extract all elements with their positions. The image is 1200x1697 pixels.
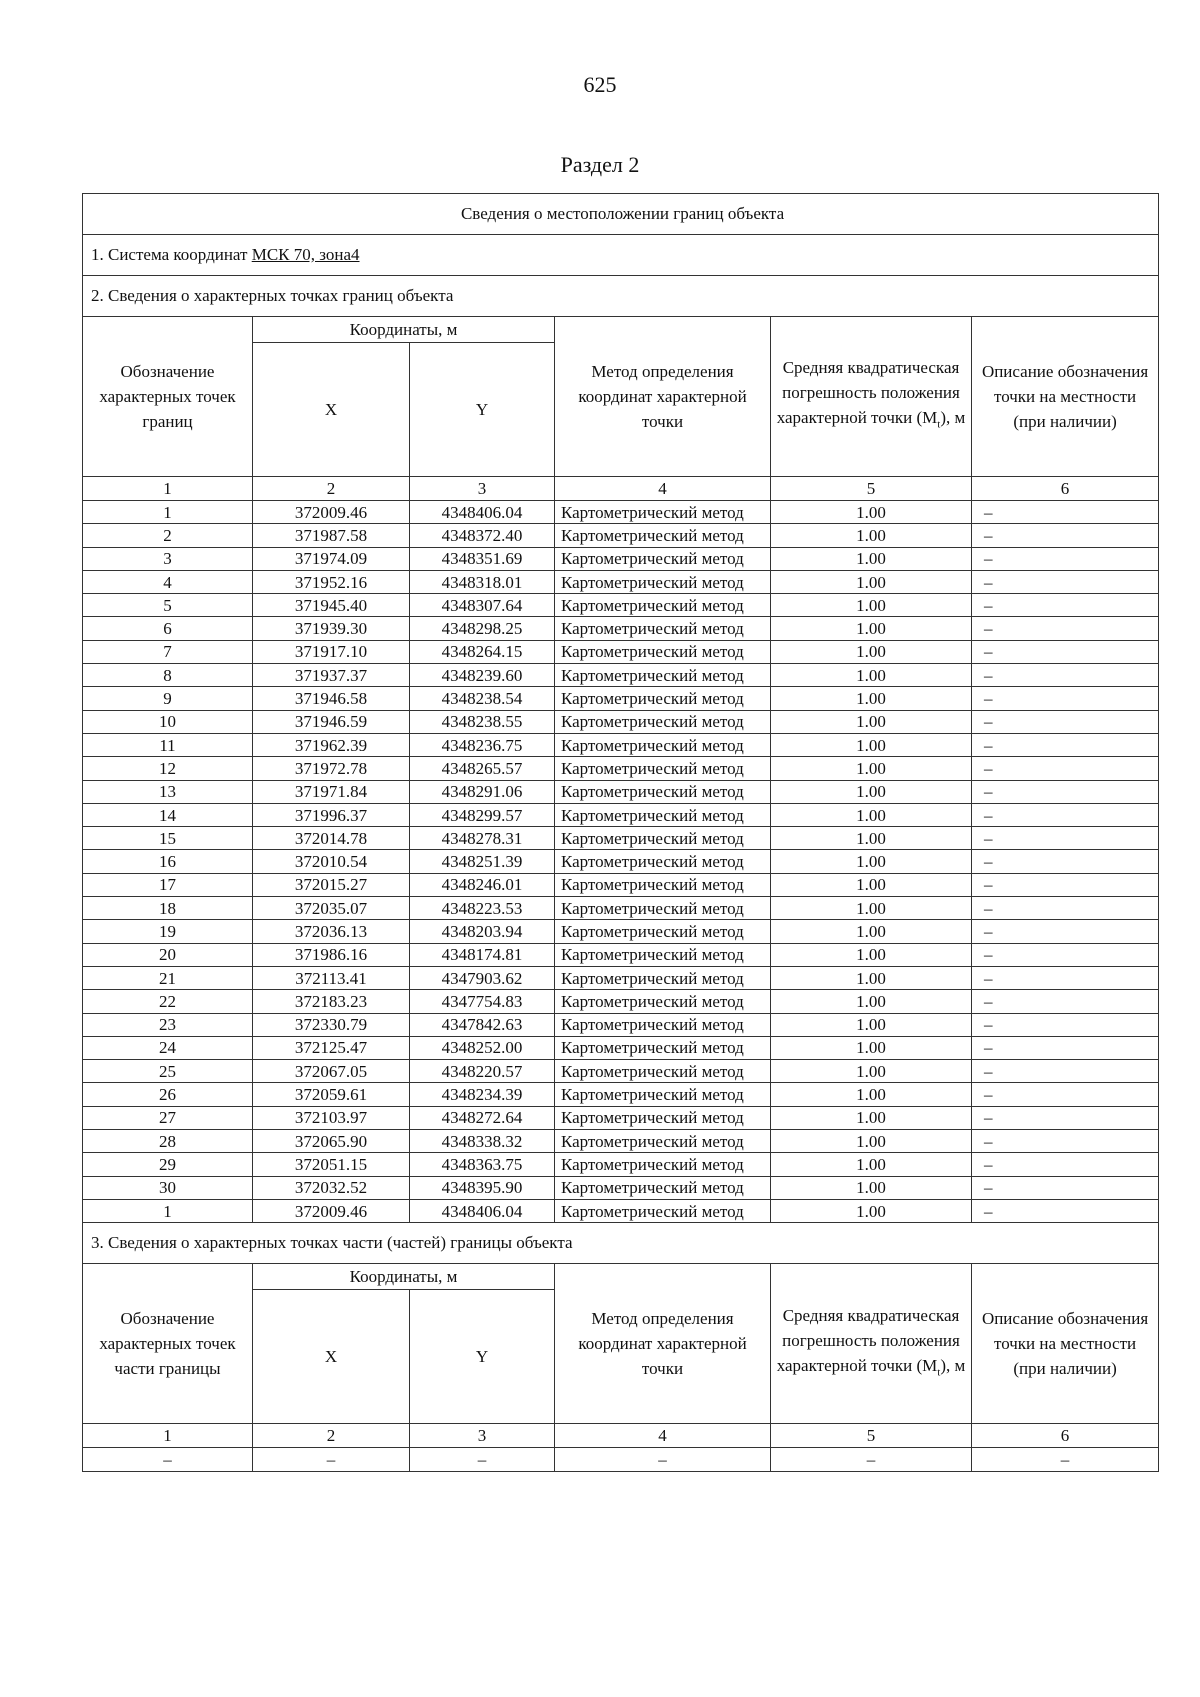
- page-number: 625: [583, 72, 617, 97]
- error-value: 1.00: [771, 1036, 972, 1059]
- coord-x: 371974.09: [253, 547, 410, 570]
- point-id: 19: [83, 920, 253, 943]
- coord-y: 4348395.90: [410, 1176, 555, 1199]
- method: Картометрический метод: [555, 1060, 771, 1083]
- point-id: 17: [83, 873, 253, 896]
- error-value: 1.00: [771, 664, 972, 687]
- table-row: [83, 1130, 1159, 1153]
- coord-y: 4348318.01: [410, 570, 555, 593]
- method: Картометрический метод: [555, 594, 771, 617]
- coord-x: 371986.16: [253, 943, 410, 966]
- point-id: 30: [83, 1176, 253, 1199]
- method: Картометрический метод: [555, 640, 771, 663]
- description: –: [972, 873, 1159, 896]
- method: Картометрический метод: [555, 547, 771, 570]
- table-row: [83, 640, 1159, 663]
- header3-error: Средняя квадратическая погрешность положения характерной точки $(M_t)$, м: [771, 1264, 972, 1424]
- table-row: [83, 547, 1159, 570]
- coord-y: 4348291.06: [410, 780, 555, 803]
- point-id: 29: [83, 1153, 253, 1176]
- method: Картометрический метод: [555, 1106, 771, 1129]
- coord-x: 371972.78: [253, 757, 410, 780]
- description: –: [972, 1153, 1159, 1176]
- section-title: Раздел 2: [560, 152, 640, 177]
- table-row: [83, 1448, 1159, 1471]
- column-number: 6: [972, 477, 1159, 501]
- header-coordinates: Координаты, м: [253, 317, 555, 343]
- table-row: [83, 501, 1159, 524]
- table-row: [83, 1199, 1159, 1222]
- method: Картометрический метод: [555, 850, 771, 873]
- method: Картометрический метод: [555, 687, 771, 710]
- description: –: [972, 1130, 1159, 1153]
- point-id: 10: [83, 710, 253, 733]
- description: –: [972, 1199, 1159, 1222]
- column-number: 3: [410, 477, 555, 501]
- point-id: 1: [83, 1199, 253, 1222]
- table-row: [83, 1176, 1159, 1199]
- error-value: 1.00: [771, 780, 972, 803]
- coord-y: 4348351.69: [410, 547, 555, 570]
- table-row: [83, 1153, 1159, 1176]
- method: Картометрический метод: [555, 1130, 771, 1153]
- coord-y: 4348298.25: [410, 617, 555, 640]
- description: –: [972, 664, 1159, 687]
- description: –: [972, 780, 1159, 803]
- description: –: [972, 966, 1159, 989]
- point-id: –: [83, 1448, 253, 1471]
- error-value: 1.00: [771, 803, 972, 826]
- coord-y: 4348236.75: [410, 733, 555, 756]
- coord-x: 372103.97: [253, 1106, 410, 1129]
- method: Картометрический метод: [555, 897, 771, 920]
- method: Картометрический метод: [555, 1013, 771, 1036]
- point-id: 18: [83, 897, 253, 920]
- table-row: [83, 897, 1159, 920]
- point-id: 25: [83, 1060, 253, 1083]
- table-row: [83, 1013, 1159, 1036]
- table-row: [83, 780, 1159, 803]
- coord-x: 371952.16: [253, 570, 410, 593]
- description: –: [972, 803, 1159, 826]
- error-value: 1.00: [771, 570, 972, 593]
- boundary-table: [82, 193, 1159, 1472]
- point-id: 13: [83, 780, 253, 803]
- point-id: 7: [83, 640, 253, 663]
- coord-x: 371946.58: [253, 687, 410, 710]
- coord-y: 4348246.01: [410, 873, 555, 896]
- point-id: 22: [83, 990, 253, 1013]
- method: Картометрический метод: [555, 827, 771, 850]
- table-row: [83, 710, 1159, 733]
- point-id: 11: [83, 733, 253, 756]
- method: Картометрический метод: [555, 1199, 771, 1222]
- header-x: X: [253, 343, 410, 477]
- coord-x: 372059.61: [253, 1083, 410, 1106]
- coord-x: 372009.46: [253, 1199, 410, 1222]
- method: Картометрический метод: [555, 990, 771, 1013]
- point-id: 16: [83, 850, 253, 873]
- method: Картометрический метод: [555, 710, 771, 733]
- description: –: [972, 1013, 1159, 1036]
- error-value: 1.00: [771, 640, 972, 663]
- coord-y: 4348265.57: [410, 757, 555, 780]
- coord-y: 4348251.39: [410, 850, 555, 873]
- description: –: [972, 827, 1159, 850]
- method: Картометрический метод: [555, 873, 771, 896]
- point-id: 26: [83, 1083, 253, 1106]
- description: –: [972, 920, 1159, 943]
- coord-system-row: [83, 235, 1159, 276]
- header3-point-designation: Обозначение характерных точек части границы: [83, 1264, 253, 1424]
- method: Картометрический метод: [555, 1153, 771, 1176]
- error-value: 1.00: [771, 594, 972, 617]
- column-number: 2: [253, 477, 410, 501]
- point-id: 1: [83, 501, 253, 524]
- error-value: 1.00: [771, 920, 972, 943]
- method: Картометрический метод: [555, 920, 771, 943]
- coord-x: 372009.46: [253, 501, 410, 524]
- description: –: [972, 1036, 1159, 1059]
- table-title: Сведения о местоположении границ объекта: [83, 194, 1159, 235]
- coord-x: 372067.05: [253, 1060, 410, 1083]
- description: –: [972, 943, 1159, 966]
- column-number: 4: [555, 1424, 771, 1448]
- coord-x: 372015.27: [253, 873, 410, 896]
- coord-y: 4347842.63: [410, 1013, 555, 1036]
- method: Картометрический метод: [555, 966, 771, 989]
- column-number: 1: [83, 1424, 253, 1448]
- method: Картометрический метод: [555, 733, 771, 756]
- coord-y: 4348372.40: [410, 524, 555, 547]
- point-id: 28: [83, 1130, 253, 1153]
- coord-y: 4348272.64: [410, 1106, 555, 1129]
- error-value: 1.00: [771, 1013, 972, 1036]
- coord-x: 372330.79: [253, 1013, 410, 1036]
- table-row: [83, 943, 1159, 966]
- table-row: [83, 733, 1159, 756]
- description: –: [972, 1106, 1159, 1129]
- coord-y: 4348234.39: [410, 1083, 555, 1106]
- description: –: [972, 547, 1159, 570]
- column-number: 5: [771, 1424, 972, 1448]
- description: –: [972, 1083, 1159, 1106]
- error-value: –: [771, 1448, 972, 1471]
- table-row: [83, 570, 1159, 593]
- description: –: [972, 990, 1159, 1013]
- error-value: 1.00: [771, 501, 972, 524]
- coord-x: 371945.40: [253, 594, 410, 617]
- header-y: Y: [410, 343, 555, 477]
- table-row: [83, 757, 1159, 780]
- point-id: 2: [83, 524, 253, 547]
- coord-x: 371917.10: [253, 640, 410, 663]
- coord-x: 372010.54: [253, 850, 410, 873]
- coord-y: 4348307.64: [410, 594, 555, 617]
- table-row: [83, 920, 1159, 943]
- coord-x: 372183.23: [253, 990, 410, 1013]
- coord-y: 4348220.57: [410, 1060, 555, 1083]
- coord-y: 4348299.57: [410, 803, 555, 826]
- description: –: [972, 757, 1159, 780]
- table-row: [83, 990, 1159, 1013]
- part2-title: 2. Сведения о характерных точках границ объекта: [83, 276, 1159, 317]
- error-value: 1.00: [771, 1106, 972, 1129]
- error-value: 1.00: [771, 897, 972, 920]
- method: Картометрический метод: [555, 524, 771, 547]
- description: –: [972, 897, 1159, 920]
- method: Картометрический метод: [555, 757, 771, 780]
- coord-x: –: [253, 1448, 410, 1471]
- table-row: [83, 1106, 1159, 1129]
- header-point-designation: Обозначение характерных точек границ: [83, 317, 253, 477]
- coord-x: 372065.90: [253, 1130, 410, 1153]
- table-row: [83, 803, 1159, 826]
- coord-x: 372036.13: [253, 920, 410, 943]
- column-number: 6: [972, 1424, 1159, 1448]
- method: Картометрический метод: [555, 501, 771, 524]
- coord-y: 4348406.04: [410, 1199, 555, 1222]
- method: Картометрический метод: [555, 780, 771, 803]
- coord-system-value: МСК 70, зона4: [251, 245, 360, 264]
- description: –: [972, 640, 1159, 663]
- table-row: [83, 966, 1159, 989]
- description: –: [972, 617, 1159, 640]
- coord-system-label: 1. Система координат: [91, 245, 248, 264]
- point-id: 12: [83, 757, 253, 780]
- error-value: 1.00: [771, 1176, 972, 1199]
- error-value: 1.00: [771, 757, 972, 780]
- point-id: 9: [83, 687, 253, 710]
- coord-y: 4348223.53: [410, 897, 555, 920]
- coord-y: 4348238.54: [410, 687, 555, 710]
- error-value: 1.00: [771, 710, 972, 733]
- error-value: 1.00: [771, 1153, 972, 1176]
- error-value: 1.00: [771, 1130, 972, 1153]
- coord-x: 371946.59: [253, 710, 410, 733]
- description: –: [972, 501, 1159, 524]
- coord-y: 4348363.75: [410, 1153, 555, 1176]
- table-row: [83, 524, 1159, 547]
- description: –: [972, 850, 1159, 873]
- error-value: 1.00: [771, 547, 972, 570]
- method: Картометрический метод: [555, 803, 771, 826]
- coord-x: 372051.15: [253, 1153, 410, 1176]
- column-number: 3: [410, 1424, 555, 1448]
- point-id: 15: [83, 827, 253, 850]
- point-id: 3: [83, 547, 253, 570]
- column-number: 1: [83, 477, 253, 501]
- coord-x: 371962.39: [253, 733, 410, 756]
- header-method: Метод определения координат характерной точки: [555, 317, 771, 477]
- coord-x: 371987.58: [253, 524, 410, 547]
- error-value: 1.00: [771, 943, 972, 966]
- coord-y: 4348278.31: [410, 827, 555, 850]
- error-value: 1.00: [771, 733, 972, 756]
- table-row: [83, 827, 1159, 850]
- point-id: 8: [83, 664, 253, 687]
- error-value: 1.00: [771, 617, 972, 640]
- header3-coordinates: Координаты, м: [253, 1264, 555, 1290]
- method: Картометрический метод: [555, 664, 771, 687]
- description: –: [972, 570, 1159, 593]
- table-row: [83, 594, 1159, 617]
- point-id: 14: [83, 803, 253, 826]
- coord-y: 4348203.94: [410, 920, 555, 943]
- column-number-row: [83, 477, 1159, 501]
- header-description: Описание обозначения точки на местности (при наличии): [972, 317, 1159, 477]
- coord-y: 4348264.15: [410, 640, 555, 663]
- description: –: [972, 1060, 1159, 1083]
- column-number: 5: [771, 477, 972, 501]
- description: –: [972, 594, 1159, 617]
- error-value: 1.00: [771, 524, 972, 547]
- coord-x: 372014.78: [253, 827, 410, 850]
- coord-x: 372113.41: [253, 966, 410, 989]
- error-value: 1.00: [771, 827, 972, 850]
- error-value: 1.00: [771, 1199, 972, 1222]
- point-id: 23: [83, 1013, 253, 1036]
- header3-y: Y: [410, 1290, 555, 1424]
- coord-x: 372125.47: [253, 1036, 410, 1059]
- point-id: 27: [83, 1106, 253, 1129]
- method: Картометрический метод: [555, 1176, 771, 1199]
- error-value: 1.00: [771, 1060, 972, 1083]
- coord-y: 4348406.04: [410, 501, 555, 524]
- table-row: [83, 1060, 1159, 1083]
- description: –: [972, 524, 1159, 547]
- error-value: 1.00: [771, 966, 972, 989]
- coord-y: 4348174.81: [410, 943, 555, 966]
- method: Картометрический метод: [555, 943, 771, 966]
- coord-x: 371996.37: [253, 803, 410, 826]
- coord-y: 4347903.62: [410, 966, 555, 989]
- header3-method: Метод определения координат характерной точки: [555, 1264, 771, 1424]
- description: –: [972, 1448, 1159, 1471]
- method: Картометрический метод: [555, 1036, 771, 1059]
- table-row: [83, 850, 1159, 873]
- table-row: [83, 664, 1159, 687]
- description: –: [972, 1176, 1159, 1199]
- table-row: [83, 687, 1159, 710]
- header-error: Средняя квадратическая погрешность положения характерной точки $(M_t)$, м: [771, 317, 972, 477]
- coord-y: 4348238.55: [410, 710, 555, 733]
- error-value: 1.00: [771, 1083, 972, 1106]
- coord-y: 4348338.32: [410, 1130, 555, 1153]
- column-number: 4: [555, 477, 771, 501]
- table-row: [83, 1083, 1159, 1106]
- point-id: 20: [83, 943, 253, 966]
- header3-description: Описание обозначения точки на местности (при наличии): [972, 1264, 1159, 1424]
- table-row: [83, 873, 1159, 896]
- coord-y: 4348239.60: [410, 664, 555, 687]
- coord-x: 371939.30: [253, 617, 410, 640]
- column-number-row: [83, 1424, 1159, 1448]
- error-value: 1.00: [771, 990, 972, 1013]
- method: Картометрический метод: [555, 1083, 771, 1106]
- coord-y: –: [410, 1448, 555, 1471]
- error-value: 1.00: [771, 873, 972, 896]
- coord-x: 372032.52: [253, 1176, 410, 1199]
- column-number: 2: [253, 1424, 410, 1448]
- part3-title: 3. Сведения о характерных точках части (частей) границы объекта: [83, 1223, 1159, 1264]
- point-id: 24: [83, 1036, 253, 1059]
- coord-x: 371971.84: [253, 780, 410, 803]
- error-value: 1.00: [771, 687, 972, 710]
- description: –: [972, 687, 1159, 710]
- method: Картометрический метод: [555, 570, 771, 593]
- point-id: 21: [83, 966, 253, 989]
- error-value: 1.00: [771, 850, 972, 873]
- method: Картометрический метод: [555, 617, 771, 640]
- method: –: [555, 1448, 771, 1471]
- table-row: [83, 1036, 1159, 1059]
- point-id: 4: [83, 570, 253, 593]
- description: –: [972, 733, 1159, 756]
- header3-x: X: [253, 1290, 410, 1424]
- coord-x: 371937.37: [253, 664, 410, 687]
- table-row: [83, 617, 1159, 640]
- coord-x: 372035.07: [253, 897, 410, 920]
- point-id: 5: [83, 594, 253, 617]
- coord-y: 4347754.83: [410, 990, 555, 1013]
- point-id: 6: [83, 617, 253, 640]
- description: –: [972, 710, 1159, 733]
- coord-y: 4348252.00: [410, 1036, 555, 1059]
